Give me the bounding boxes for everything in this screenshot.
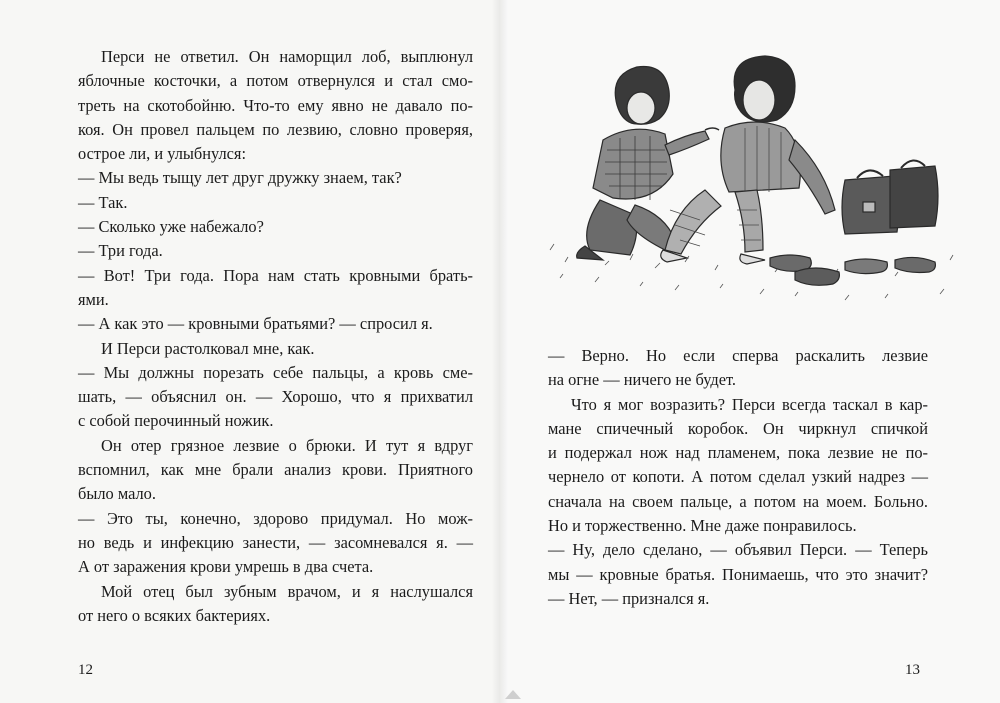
text-line: — Ну, дело сделано, — объявил Перси. — Теперь bbox=[548, 540, 928, 560]
text-line: сначала на своем пальце, а потом на моем. Больно. bbox=[548, 491, 928, 511]
text-line: но ведь и инфекцию занести, — засомневался я. — bbox=[78, 532, 473, 552]
text-line: чернело от копоти. А потом сделал узкий надрез — bbox=[548, 467, 928, 487]
text-line: — Три года. bbox=[78, 241, 163, 261]
page-number-right: 13 bbox=[905, 662, 920, 678]
text-line: Что я мог возразить? Перси всегда таскал в кар- bbox=[571, 394, 928, 414]
text-line: от него о всяких бактериях. bbox=[78, 605, 271, 625]
text-line: на огне — ничего не будет. bbox=[548, 370, 737, 390]
text-line: треть на скотобойню. Что-то ему явно не давало по- bbox=[78, 95, 473, 115]
text-line: А от заражения крови умрешь в два счета. bbox=[78, 557, 374, 577]
text-line: Перси не ответил. Он наморщил лоб, выплюнул bbox=[101, 47, 473, 66]
text-line: яблочные косточки, а потом отвернулся и стал смо- bbox=[78, 71, 473, 91]
text-line: коя. Он провел пальцем по лезвию, словно проверяя, bbox=[78, 119, 473, 139]
text-line: шать, — объяснил он. — Хорошо, что я прихватил bbox=[78, 387, 473, 407]
text-line: И Перси растолковал мне, как. bbox=[101, 338, 315, 358]
text-line: мане спичечный коробок. Он чиркнул спичкой bbox=[548, 418, 928, 438]
text-line: мы — кровные братья. Понимаешь, что это значит? bbox=[548, 564, 928, 584]
book-gutter bbox=[492, 0, 508, 703]
text-line: — А как это — кровными братьями? — спросил я. bbox=[78, 314, 433, 334]
text-line: — Это ты, конечно, здорово придумал. Но мож- bbox=[78, 508, 473, 528]
text-line: — Верно. Но если сперва раскалить лезвие bbox=[548, 346, 928, 365]
text-line: — Сколько уже набежало? bbox=[78, 217, 264, 237]
text-line: с собой перочинный ножик. bbox=[78, 411, 274, 431]
text-line: — Мы должны порезать себе пальцы, а кровь сме- bbox=[78, 362, 473, 382]
text-line: Он отер грязное лезвие о брюки. И тут я вдруг bbox=[101, 435, 473, 455]
text-line: ями. bbox=[78, 289, 109, 309]
boys-sitting-illustration bbox=[545, 50, 965, 310]
page-number-left: 12 bbox=[78, 662, 93, 678]
text-line: вспомнил, как мне брали анализ крови. Приятного bbox=[78, 460, 473, 480]
text-line: и подержал нож над пламенем, пока лезвие не по- bbox=[548, 443, 928, 463]
text-line: острое ли, и улыбнулся: bbox=[78, 144, 247, 164]
right-page-text bbox=[548, 344, 928, 611]
gutter-mark bbox=[505, 690, 521, 699]
text-line: — Мы ведь тыщу лет друг дружку знаем, так? bbox=[78, 168, 402, 188]
text-line: — Нет, — признался я. bbox=[548, 588, 710, 608]
text-line: Мой отец был зубным врачом, и я наслушался bbox=[101, 581, 473, 601]
text-line: — Вот! Три года. Пора нам стать кровными брать- bbox=[78, 265, 473, 285]
text-line: Но и торжественно. Мне даже понравилось. bbox=[548, 516, 857, 536]
text-line: — Так. bbox=[78, 192, 128, 212]
text-line: было мало. bbox=[78, 484, 156, 504]
left-page-text bbox=[78, 45, 473, 628]
